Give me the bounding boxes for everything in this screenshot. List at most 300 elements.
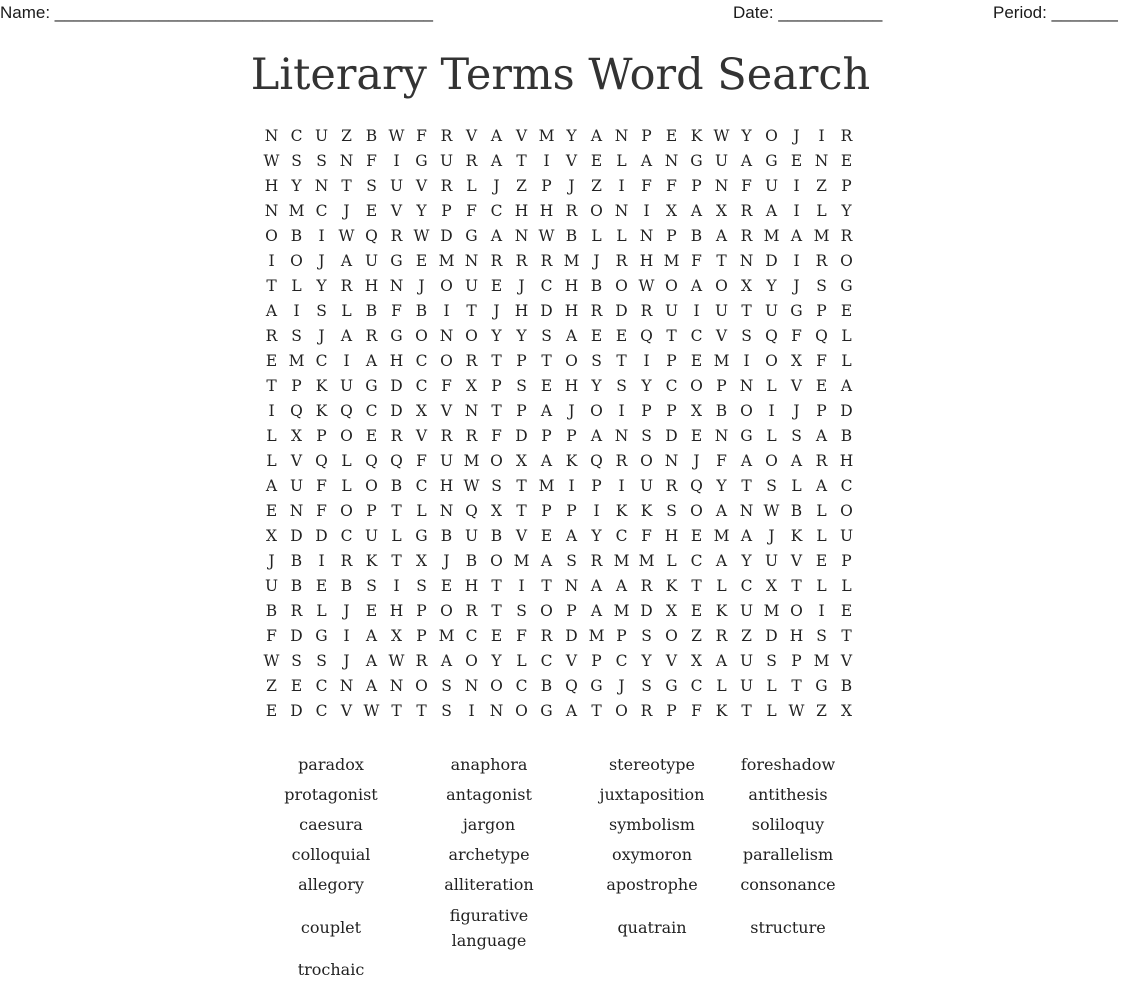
grid-letter: O	[540, 602, 553, 620]
word-list-item: antagonist	[446, 785, 532, 804]
grid-letter: Q	[290, 402, 303, 420]
grid-row	[259, 624, 859, 649]
grid-letter: V	[440, 402, 453, 420]
grid-letter: O	[515, 702, 528, 720]
grid-letter: N	[714, 427, 729, 445]
grid-letter: N	[464, 677, 479, 695]
grid-letter: W	[463, 477, 480, 495]
grid-letter: K	[315, 377, 328, 395]
grid-letter: S	[741, 327, 752, 345]
grid-letter: U	[739, 602, 754, 620]
grid-letter: H	[389, 352, 404, 370]
grid-letter: S	[316, 152, 327, 170]
grid-letter: S	[816, 627, 827, 645]
grid-letter: G	[665, 677, 678, 695]
grid-letter: M	[563, 252, 580, 270]
grid-letter: O	[840, 252, 853, 270]
grid-letter: W	[713, 127, 730, 145]
grid-letter: B	[565, 227, 578, 245]
grid-letter: H	[389, 602, 404, 620]
grid-letter: O	[665, 277, 678, 295]
grid-letter: I	[468, 702, 475, 720]
grid-letter: K	[715, 702, 728, 720]
grid-letter: O	[440, 277, 453, 295]
grid-letter: C	[665, 377, 678, 395]
grid-letter: R	[715, 627, 728, 645]
grid-letter: I	[618, 177, 625, 195]
grid-letter: H	[839, 452, 854, 470]
grid-letter: G	[840, 277, 853, 295]
grid-letter: F	[316, 477, 327, 495]
grid-letter: E	[540, 527, 553, 545]
grid-letter: I	[793, 177, 800, 195]
grid-letter: N	[614, 127, 629, 145]
grid-letter: X	[290, 427, 303, 445]
grid-letter: A	[590, 602, 603, 620]
grid-letter: B	[415, 302, 428, 320]
grid-letter: V	[415, 427, 428, 445]
grid-letter: K	[665, 577, 678, 595]
grid-letter: D	[315, 527, 328, 545]
grid-letter: M	[663, 252, 680, 270]
grid-letter: V	[565, 652, 578, 670]
grid-letter: P	[641, 402, 652, 420]
grid-letter: H	[439, 477, 454, 495]
grid-letter: R	[415, 652, 428, 670]
grid-letter: S	[291, 652, 302, 670]
grid-letter: Y	[641, 652, 652, 670]
word-list-item: caesura	[299, 815, 363, 834]
grid-letter: F	[266, 627, 277, 645]
grid-letter: F	[691, 702, 702, 720]
grid-letter: S	[366, 177, 377, 195]
grid-letter: N	[339, 152, 354, 170]
grid-letter: N	[389, 277, 404, 295]
grid-letter: Y	[641, 377, 652, 395]
grid-row	[259, 549, 859, 574]
grid-letter: I	[268, 402, 275, 420]
grid-letter: L	[516, 652, 527, 670]
grid-letter: T	[516, 152, 527, 170]
grid-letter: A	[815, 427, 828, 445]
word-list-item: colloquial	[291, 845, 371, 864]
grid-letter: W	[338, 227, 355, 245]
grid-letter: B	[265, 602, 278, 620]
grid-row	[259, 424, 859, 449]
grid-letter: D	[540, 302, 553, 320]
grid-letter: E	[265, 702, 278, 720]
grid-letter: G	[765, 152, 778, 170]
grid-letter: I	[793, 252, 800, 270]
grid-letter: U	[364, 252, 379, 270]
grid-letter: I	[518, 577, 525, 595]
grid-letter: H	[464, 577, 479, 595]
grid-letter: Q	[365, 452, 378, 470]
grid-letter: V	[715, 327, 728, 345]
grid-letter: O	[790, 602, 803, 620]
grid-letter: A	[540, 452, 553, 470]
grid-letter: D	[565, 627, 578, 645]
grid-letter: G	[390, 252, 403, 270]
grid-letter: R	[590, 552, 603, 570]
grid-letter: C	[515, 677, 528, 695]
grid-letter: E	[290, 677, 303, 695]
grid-letter: M	[613, 602, 630, 620]
grid-letter: G	[790, 302, 803, 320]
grid-letter: J	[343, 202, 350, 220]
grid-letter: R	[640, 577, 653, 595]
grid-letter: E	[615, 327, 628, 345]
grid-letter: P	[416, 602, 427, 620]
grid-letter: Z	[266, 677, 277, 695]
grid-letter: F	[466, 202, 477, 220]
grid-letter: C	[340, 527, 353, 545]
grid-letter: L	[791, 477, 802, 495]
grid-letter: I	[643, 202, 650, 220]
grid-letter: M	[438, 252, 455, 270]
grid-letter: Q	[640, 327, 653, 345]
grid-letter: X	[415, 552, 428, 570]
grid-letter: O	[640, 452, 653, 470]
grid-letter: B	[290, 227, 303, 245]
grid-letter: V	[665, 652, 678, 670]
grid-letter: M	[638, 552, 655, 570]
grid-letter: N	[389, 677, 404, 695]
grid-letter: W	[263, 652, 280, 670]
grid-letter: M	[613, 552, 630, 570]
grid-letter: E	[665, 127, 678, 145]
grid-letter: S	[641, 677, 652, 695]
grid-letter: C	[615, 527, 628, 545]
grid-letter: L	[816, 527, 827, 545]
grid-letter: L	[591, 227, 602, 245]
grid-letter: B	[465, 552, 478, 570]
grid-letter: J	[768, 527, 775, 545]
grid-letter: X	[690, 652, 703, 670]
grid-letter: R	[465, 352, 478, 370]
word-list-item: alliteration	[444, 875, 534, 894]
grid-letter: T	[416, 702, 427, 720]
grid-letter: E	[365, 427, 378, 445]
grid-letter: Q	[590, 452, 603, 470]
grid-letter: Q	[365, 227, 378, 245]
grid-letter: O	[365, 477, 378, 495]
grid-letter: I	[393, 577, 400, 595]
grid-row	[259, 124, 859, 149]
grid-letter: G	[415, 152, 428, 170]
grid-letter: E	[315, 577, 328, 595]
grid-letter: K	[565, 452, 578, 470]
grid-letter: O	[290, 252, 303, 270]
grid-letter: J	[418, 277, 425, 295]
grid-letter: F	[441, 377, 452, 395]
grid-letter: C	[415, 352, 428, 370]
grid-letter: L	[816, 202, 827, 220]
grid-letter: M	[813, 227, 830, 245]
grid-letter: I	[593, 502, 600, 520]
word-list-item: archetype	[448, 845, 530, 864]
grid-letter: M	[538, 477, 555, 495]
grid-letter: A	[440, 652, 453, 670]
grid-letter: H	[264, 177, 279, 195]
letter-grid	[259, 124, 859, 724]
grid-letter: M	[463, 452, 480, 470]
grid-letter: A	[815, 477, 828, 495]
grid-letter: S	[366, 577, 377, 595]
grid-letter: T	[691, 577, 702, 595]
grid-letter: O	[715, 277, 728, 295]
grid-letter: W	[538, 227, 555, 245]
grid-letter: M	[763, 227, 780, 245]
grid-letter: U	[664, 302, 679, 320]
date-field-label: Date: ___________	[733, 3, 883, 22]
grid-letter: P	[666, 352, 677, 370]
grid-row	[259, 324, 859, 349]
grid-letter: X	[790, 352, 803, 370]
grid-letter: Z	[516, 177, 527, 195]
grid-letter: N	[439, 327, 454, 345]
grid-letter: U	[289, 477, 304, 495]
grid-letter: O	[440, 602, 453, 620]
grid-letter: J	[793, 277, 800, 295]
grid-letter: G	[590, 677, 603, 695]
grid-letter: X	[715, 202, 728, 220]
grid-letter: Q	[765, 327, 778, 345]
grid-letter: B	[840, 427, 853, 445]
grid-letter: M	[813, 652, 830, 670]
grid-letter: U	[439, 152, 454, 170]
grid-letter: H	[564, 377, 579, 395]
grid-letter: U	[439, 452, 454, 470]
grid-letter: Y	[741, 552, 752, 570]
grid-letter: J	[693, 452, 700, 470]
page-title: Literary Terms Word Search	[250, 50, 871, 100]
grid-letter: P	[816, 402, 827, 420]
grid-letter: D	[290, 527, 303, 545]
grid-letter: P	[591, 652, 602, 670]
grid-row	[259, 299, 859, 324]
grid-letter: N	[739, 502, 754, 520]
grid-letter: N	[514, 227, 529, 245]
grid-letter: C	[315, 352, 328, 370]
grid-letter: F	[691, 252, 702, 270]
grid-letter: W	[638, 277, 655, 295]
word-list-item: oxymoron	[611, 845, 693, 864]
grid-letter: R	[365, 327, 378, 345]
word-list-item: anaphora	[450, 755, 528, 774]
grid-letter: W	[388, 127, 405, 145]
grid-letter: H	[564, 302, 579, 320]
grid-letter: O	[590, 202, 603, 220]
grid-letter: Y	[591, 527, 602, 545]
grid-letter: E	[790, 152, 803, 170]
grid-letter: J	[493, 177, 500, 195]
grid-letter: A	[740, 452, 753, 470]
grid-row	[259, 649, 859, 674]
grid-letter: Z	[341, 127, 352, 145]
grid-letter: L	[766, 677, 777, 695]
grid-letter: X	[665, 202, 678, 220]
grid-letter: A	[540, 552, 553, 570]
grid-letter: O	[615, 702, 628, 720]
grid-letter: C	[690, 327, 703, 345]
grid-letter: C	[840, 477, 853, 495]
grid-letter: U	[314, 127, 329, 145]
grid-letter: I	[318, 552, 325, 570]
grid-letter: S	[416, 577, 427, 595]
grid-letter: P	[841, 177, 852, 195]
grid-letter: U	[764, 302, 779, 320]
grid-letter: S	[516, 602, 527, 620]
grid-letter: P	[666, 402, 677, 420]
grid-letter: W	[413, 227, 430, 245]
grid-letter: L	[391, 527, 402, 545]
word-list-item: paradox	[298, 755, 364, 774]
grid-letter: O	[415, 327, 428, 345]
grid-row	[259, 149, 859, 174]
grid-letter: T	[741, 702, 752, 720]
grid-letter: D	[640, 602, 653, 620]
grid-letter: H	[664, 527, 679, 545]
grid-row	[259, 399, 859, 424]
grid-letter: X	[765, 577, 778, 595]
grid-letter: L	[466, 177, 477, 195]
grid-letter: A	[640, 152, 653, 170]
grid-letter: D	[390, 402, 403, 420]
grid-letter: A	[765, 202, 778, 220]
grid-letter: A	[740, 527, 753, 545]
grid-letter: N	[714, 177, 729, 195]
grid-letter: Y	[316, 277, 327, 295]
grid-row	[259, 449, 859, 474]
grid-letter: C	[540, 277, 553, 295]
grid-letter: N	[739, 377, 754, 395]
grid-letter: P	[816, 302, 827, 320]
grid-letter: P	[491, 377, 502, 395]
grid-letter: R	[665, 477, 678, 495]
grid-letter: F	[641, 177, 652, 195]
grid-letter: Y	[716, 477, 727, 495]
grid-letter: E	[490, 627, 503, 645]
grid-letter: W	[388, 652, 405, 670]
grid-letter: L	[766, 702, 777, 720]
grid-letter: S	[566, 552, 577, 570]
grid-row	[259, 374, 859, 399]
grid-letter: P	[566, 502, 577, 520]
grid-letter: D	[515, 427, 528, 445]
grid-letter: X	[840, 702, 853, 720]
grid-letter: E	[590, 327, 603, 345]
grid-letter: G	[415, 527, 428, 545]
grid-letter: N	[739, 252, 754, 270]
grid-letter: E	[840, 152, 853, 170]
grid-row	[259, 499, 859, 524]
grid-letter: F	[316, 502, 327, 520]
grid-letter: A	[715, 652, 728, 670]
grid-row	[259, 249, 859, 274]
grid-letter: J	[268, 552, 275, 570]
grid-letter: E	[840, 602, 853, 620]
grid-letter: V	[565, 152, 578, 170]
grid-letter: J	[343, 652, 350, 670]
grid-letter: T	[266, 377, 277, 395]
grid-letter: E	[265, 352, 278, 370]
grid-letter: R	[465, 602, 478, 620]
grid-letter: I	[618, 477, 625, 495]
grid-letter: T	[391, 702, 402, 720]
grid-letter: V	[415, 177, 428, 195]
grid-letter: C	[315, 202, 328, 220]
grid-letter: J	[793, 127, 800, 145]
grid-letter: P	[566, 602, 577, 620]
grid-letter: L	[816, 577, 827, 595]
grid-letter: C	[540, 652, 553, 670]
grid-letter: J	[493, 302, 500, 320]
grid-letter: M	[438, 627, 455, 645]
grid-letter: J	[618, 677, 625, 695]
grid-letter: C	[615, 652, 628, 670]
word-list-item: jargon	[462, 815, 516, 834]
grid-letter: H	[789, 627, 804, 645]
grid-letter: T	[841, 627, 852, 645]
grid-letter: M	[513, 552, 530, 570]
grid-letter: C	[315, 702, 328, 720]
grid-letter: A	[715, 502, 728, 520]
grid-letter: I	[393, 152, 400, 170]
grid-letter: P	[841, 552, 852, 570]
grid-letter: E	[440, 577, 453, 595]
grid-letter: L	[266, 452, 277, 470]
word-list-item: apostrophe	[606, 875, 698, 894]
grid-letter: T	[491, 577, 502, 595]
grid-letter: D	[390, 377, 403, 395]
grid-letter: S	[316, 652, 327, 670]
grid-letter: B	[340, 577, 353, 595]
grid-letter: U	[389, 177, 404, 195]
grid-letter: T	[491, 402, 502, 420]
grid-letter: I	[443, 302, 450, 320]
grid-letter: X	[490, 502, 503, 520]
grid-letter: N	[264, 202, 279, 220]
grid-letter: A	[540, 402, 553, 420]
grid-letter: T	[591, 702, 602, 720]
grid-letter: B	[365, 127, 378, 145]
grid-letter: A	[265, 302, 278, 320]
grid-row	[259, 524, 859, 549]
grid-letter: W	[788, 702, 805, 720]
grid-letter: P	[516, 402, 527, 420]
grid-letter: U	[464, 277, 479, 295]
grid-letter: C	[690, 552, 703, 570]
grid-letter: E	[690, 602, 703, 620]
grid-letter: P	[666, 227, 677, 245]
grid-letter: C	[690, 677, 703, 695]
word-list-item: stereotype	[608, 755, 696, 774]
grid-letter: V	[390, 202, 403, 220]
grid-letter: A	[265, 477, 278, 495]
grid-letter: I	[743, 352, 750, 370]
grid-letter: B	[540, 677, 553, 695]
grid-letter: O	[765, 452, 778, 470]
grid-letter: J	[343, 602, 350, 620]
grid-letter: O	[740, 402, 753, 420]
grid-letter: I	[618, 402, 625, 420]
grid-letter: O	[665, 627, 678, 645]
word-list-item: quatrain	[617, 918, 687, 937]
grid-letter: R	[815, 452, 828, 470]
word-list-item: allegory	[298, 875, 364, 894]
grid-row	[259, 174, 859, 199]
